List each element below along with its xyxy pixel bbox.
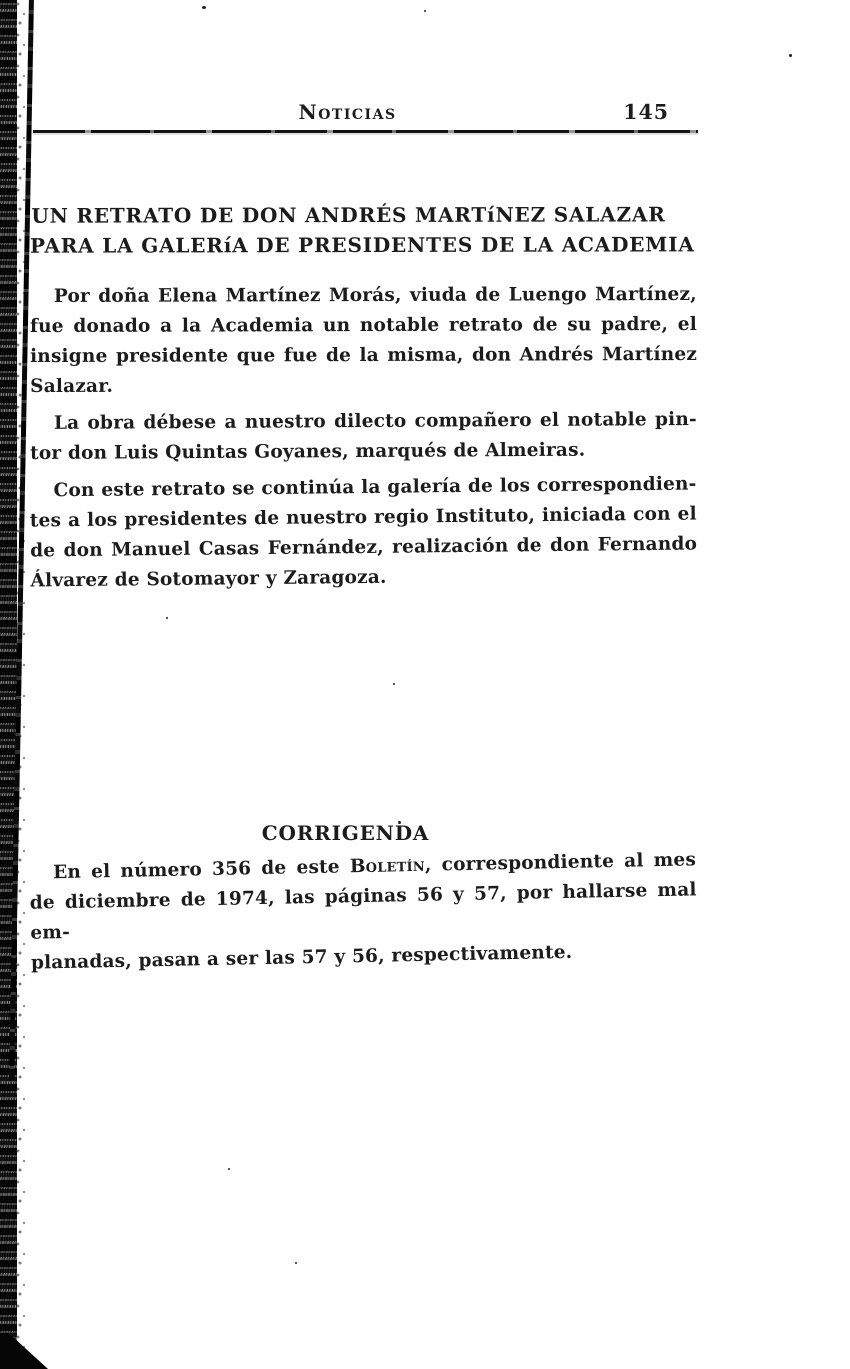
scan-speck: [295, 1262, 297, 1264]
text-line: de don Manuel Casas Fernández, realización de don Fernando: [30, 533, 698, 562]
paragraph: [29, 470, 697, 597]
article-title-line: PARA LA GALERíA DE PRESIDENTES DE LA ACADEMIA: [30, 232, 695, 258]
text-segment: , correspondiente al mes: [424, 849, 697, 876]
scan-speck: [789, 54, 792, 57]
scan-speck: [228, 1168, 230, 1170]
text-line: Salazar.: [30, 375, 114, 398]
page-content: [30, 200, 697, 978]
text-line: Álvarez de Sotomayor y Zaragoza.: [30, 566, 387, 592]
text-line: tor don Luis Quintas Goyanes, marqués de Almeiras.: [30, 439, 586, 465]
article-title: [30, 199, 697, 260]
text-line: tes a los presidentes de nuestro regio Instituto, iniciada con el: [29, 503, 697, 532]
scan-speck: [202, 6, 206, 9]
text-line: insigne presidente que fue de la misma, don Andrés Martínez: [30, 343, 698, 368]
smallcaps-word: Boletín: [349, 854, 426, 878]
article-title-line: UN RETRATO DE DON ANDRÉS MARTíNEZ SALAZAR: [31, 202, 666, 228]
text-line: fue donado a la Academia un notable retrato de su padre, el: [29, 313, 697, 338]
running-title: Noticias: [298, 100, 397, 124]
text-line: Por doña Elena Martínez Morás, viuda de Luengo Martínez,: [53, 283, 697, 307]
header-rule: [33, 130, 698, 133]
corrigenda-paragraph: [29, 845, 698, 978]
text-line: La obra débese a nuestro dilecto compañero el notable pin-: [53, 408, 697, 434]
text-line: planadas, pasan a ser las 57 y 56, respectivamente.: [30, 941, 573, 974]
corrigenda-heading: CORRIGENDA: [261, 821, 430, 845]
page-header: [30, 100, 697, 128]
paragraph: [30, 280, 697, 402]
paragraph: [30, 405, 697, 469]
page-number: 145: [623, 100, 669, 124]
text-line: de diciembre de 1974, las páginas 56 y 57, por hallarse mal em-: [29, 879, 697, 944]
text-line: Con este retrato se continúa la galería de los correspondien-: [53, 473, 697, 502]
scan-speck: [424, 10, 426, 12]
text-segment: En el número 356 de este: [52, 856, 351, 884]
